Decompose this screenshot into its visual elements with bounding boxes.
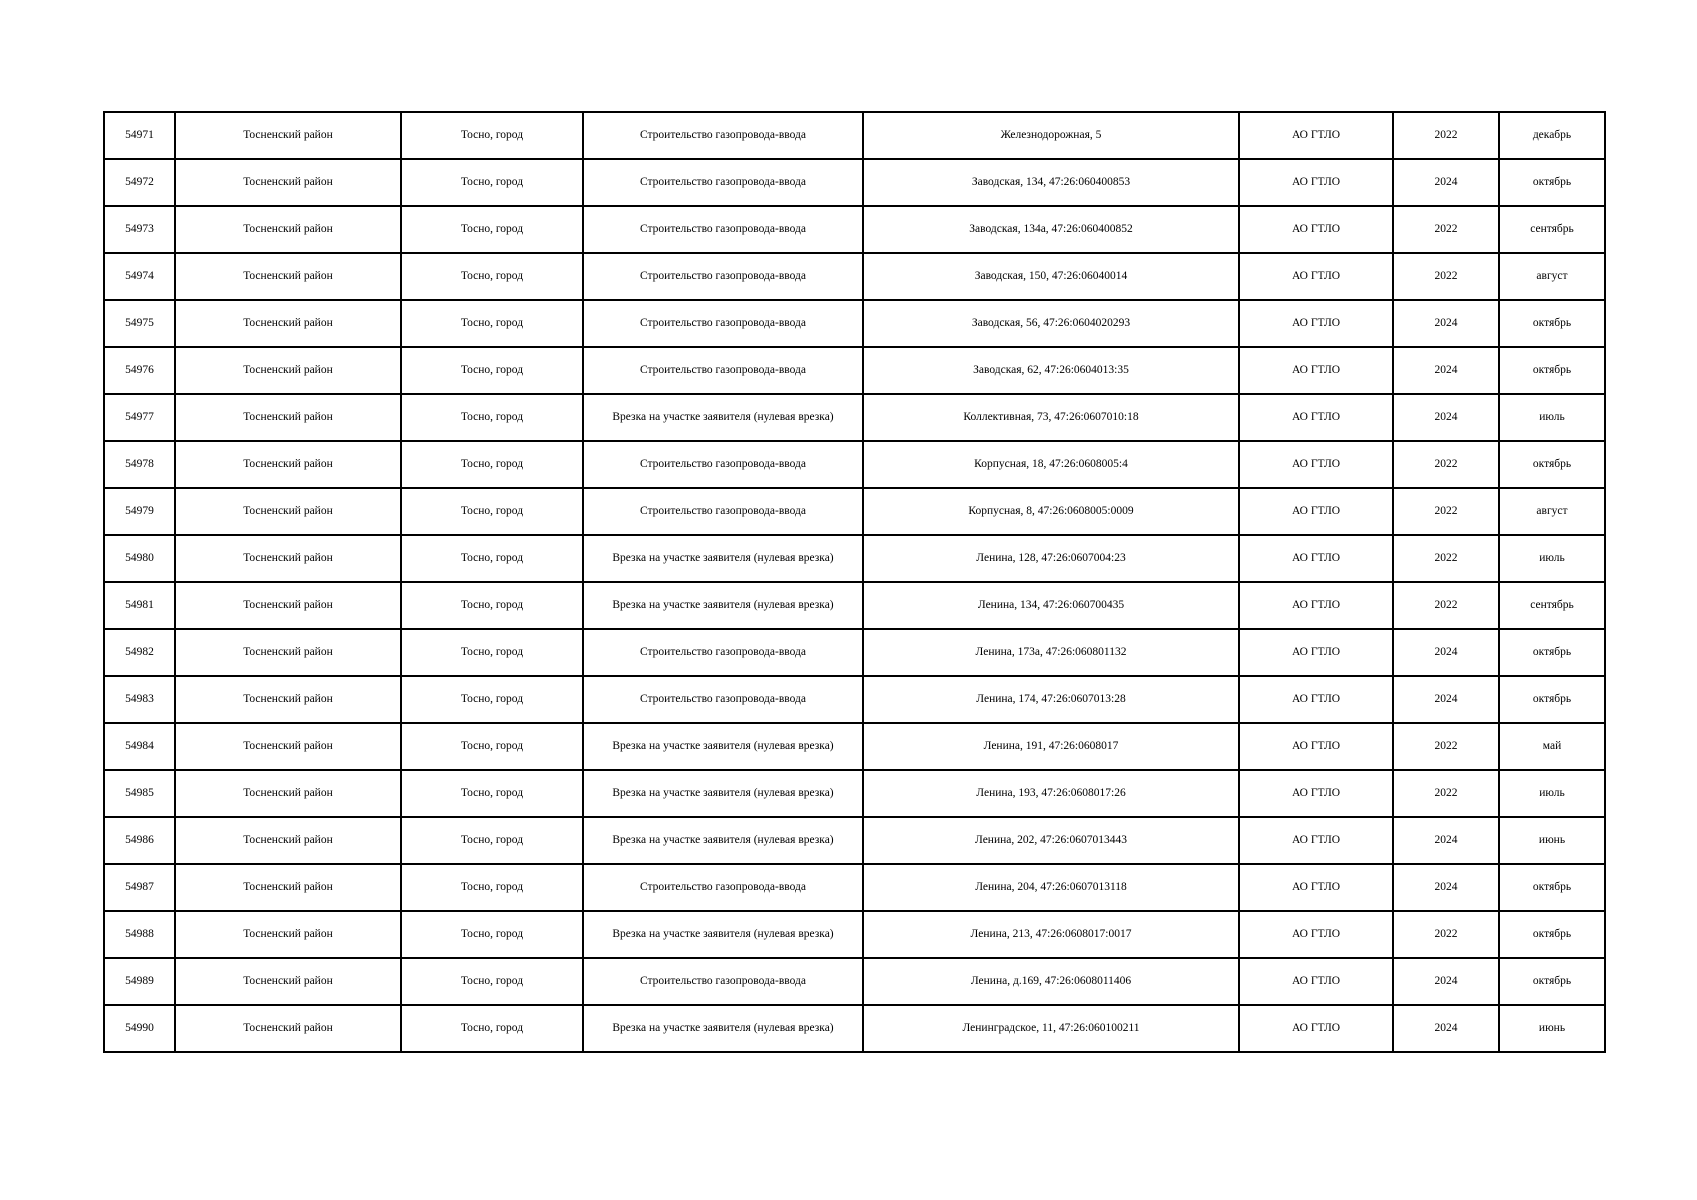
cell-work-type: Врезка на участке заявителя (нулевая врезка): [583, 535, 863, 582]
cell-district: Тосненский район: [175, 1005, 401, 1052]
cell-work-type: Строительство газопровода-ввода: [583, 300, 863, 347]
cell-year: 2024: [1393, 394, 1499, 441]
cell-address-cadastral: Корпусная, 18, 47:26:0608005:4: [863, 441, 1239, 488]
table-row: [104, 347, 1605, 394]
cell-work-type: Строительство газопровода-ввода: [583, 629, 863, 676]
cell-settlement: Тосно, город: [401, 394, 583, 441]
cell-year: 2022: [1393, 911, 1499, 958]
cell-settlement: Тосно, город: [401, 723, 583, 770]
cell-work-type: Строительство газопровода-ввода: [583, 347, 863, 394]
cell-year: 2024: [1393, 300, 1499, 347]
cell-settlement: Тосно, город: [401, 300, 583, 347]
cell-settlement: Тосно, город: [401, 864, 583, 911]
table-row: [104, 441, 1605, 488]
cell-address-cadastral: Железнодорожная, 5: [863, 112, 1239, 159]
cell-address-cadastral: Коллективная, 73, 47:26:0607010:18: [863, 394, 1239, 441]
cell-work-type: Врезка на участке заявителя (нулевая врезка): [583, 1005, 863, 1052]
cell-work-type: Врезка на участке заявителя (нулевая врезка): [583, 911, 863, 958]
cell-record-number: 54978: [104, 441, 175, 488]
table-row: [104, 770, 1605, 817]
cell-organization: АО ГТЛО: [1239, 864, 1393, 911]
cell-organization: АО ГТЛО: [1239, 112, 1393, 159]
cell-district: Тосненский район: [175, 958, 401, 1005]
cell-organization: АО ГТЛО: [1239, 159, 1393, 206]
cell-district: Тосненский район: [175, 159, 401, 206]
table-row: [104, 723, 1605, 770]
cell-year: 2024: [1393, 347, 1499, 394]
cell-year: 2022: [1393, 535, 1499, 582]
cell-district: Тосненский район: [175, 770, 401, 817]
cell-month: октябрь: [1499, 958, 1605, 1005]
cell-address-cadastral: Заводская, 134а, 47:26:060400852: [863, 206, 1239, 253]
cell-district: Тосненский район: [175, 394, 401, 441]
cell-organization: АО ГТЛО: [1239, 723, 1393, 770]
cell-address-cadastral: Заводская, 150, 47:26:06040014: [863, 253, 1239, 300]
cell-settlement: Тосно, город: [401, 1005, 583, 1052]
table-row: [104, 488, 1605, 535]
table-row: [104, 582, 1605, 629]
cell-record-number: 54982: [104, 629, 175, 676]
cell-district: Тосненский район: [175, 676, 401, 723]
cell-month: август: [1499, 488, 1605, 535]
cell-year: 2022: [1393, 206, 1499, 253]
cell-district: Тосненский район: [175, 488, 401, 535]
cell-record-number: 54988: [104, 911, 175, 958]
cell-organization: АО ГТЛО: [1239, 958, 1393, 1005]
cell-month: октябрь: [1499, 676, 1605, 723]
cell-organization: АО ГТЛО: [1239, 394, 1393, 441]
cell-year: 2022: [1393, 723, 1499, 770]
cell-record-number: 54989: [104, 958, 175, 1005]
cell-month: июль: [1499, 535, 1605, 582]
cell-district: Тосненский район: [175, 582, 401, 629]
gasification-schedule-table: [103, 111, 1606, 1053]
cell-record-number: 54986: [104, 817, 175, 864]
cell-record-number: 54981: [104, 582, 175, 629]
cell-settlement: Тосно, город: [401, 441, 583, 488]
cell-organization: АО ГТЛО: [1239, 206, 1393, 253]
cell-year: 2024: [1393, 1005, 1499, 1052]
cell-district: Тосненский район: [175, 629, 401, 676]
cell-address-cadastral: Ленина, 134, 47:26:060700435: [863, 582, 1239, 629]
cell-district: Тосненский район: [175, 817, 401, 864]
cell-address-cadastral: Заводская, 62, 47:26:0604013:35: [863, 347, 1239, 394]
cell-record-number: 54974: [104, 253, 175, 300]
cell-district: Тосненский район: [175, 112, 401, 159]
table-row: [104, 817, 1605, 864]
cell-year: 2024: [1393, 159, 1499, 206]
cell-month: октябрь: [1499, 300, 1605, 347]
table-row: [104, 206, 1605, 253]
cell-settlement: Тосно, город: [401, 676, 583, 723]
cell-address-cadastral: Заводская, 56, 47:26:0604020293: [863, 300, 1239, 347]
cell-district: Тосненский район: [175, 723, 401, 770]
cell-record-number: 54971: [104, 112, 175, 159]
cell-organization: АО ГТЛО: [1239, 582, 1393, 629]
cell-organization: АО ГТЛО: [1239, 488, 1393, 535]
cell-address-cadastral: Ленина, д.169, 47:26:0608011406: [863, 958, 1239, 1005]
table-row: [104, 535, 1605, 582]
cell-organization: АО ГТЛО: [1239, 911, 1393, 958]
cell-address-cadastral: Ленина, 202, 47:26:0607013443: [863, 817, 1239, 864]
cell-month: октябрь: [1499, 159, 1605, 206]
cell-organization: АО ГТЛО: [1239, 535, 1393, 582]
cell-record-number: 54985: [104, 770, 175, 817]
table-row: [104, 629, 1605, 676]
cell-month: сентябрь: [1499, 206, 1605, 253]
cell-month: октябрь: [1499, 864, 1605, 911]
cell-record-number: 54977: [104, 394, 175, 441]
table-row: [104, 676, 1605, 723]
cell-settlement: Тосно, город: [401, 112, 583, 159]
cell-work-type: Строительство газопровода-ввода: [583, 206, 863, 253]
cell-settlement: Тосно, город: [401, 770, 583, 817]
cell-record-number: 54973: [104, 206, 175, 253]
cell-organization: АО ГТЛО: [1239, 770, 1393, 817]
cell-record-number: 54976: [104, 347, 175, 394]
cell-settlement: Тосно, город: [401, 253, 583, 300]
table-row: [104, 1005, 1605, 1052]
cell-work-type: Строительство газопровода-ввода: [583, 159, 863, 206]
cell-organization: АО ГТЛО: [1239, 817, 1393, 864]
cell-record-number: 54975: [104, 300, 175, 347]
cell-year: 2022: [1393, 488, 1499, 535]
cell-record-number: 54980: [104, 535, 175, 582]
cell-work-type: Строительство газопровода-ввода: [583, 864, 863, 911]
cell-month: октябрь: [1499, 441, 1605, 488]
cell-year: 2024: [1393, 864, 1499, 911]
cell-work-type: Врезка на участке заявителя (нулевая врезка): [583, 582, 863, 629]
cell-district: Тосненский район: [175, 535, 401, 582]
cell-year: 2022: [1393, 770, 1499, 817]
cell-settlement: Тосно, город: [401, 535, 583, 582]
cell-month: июнь: [1499, 1005, 1605, 1052]
cell-district: Тосненский район: [175, 300, 401, 347]
cell-address-cadastral: Заводская, 134, 47:26:060400853: [863, 159, 1239, 206]
cell-month: сентябрь: [1499, 582, 1605, 629]
cell-work-type: Врезка на участке заявителя (нулевая врезка): [583, 770, 863, 817]
cell-record-number: 54972: [104, 159, 175, 206]
cell-settlement: Тосно, город: [401, 582, 583, 629]
cell-settlement: Тосно, город: [401, 958, 583, 1005]
cell-settlement: Тосно, город: [401, 206, 583, 253]
cell-month: октябрь: [1499, 629, 1605, 676]
table-row: [104, 300, 1605, 347]
cell-address-cadastral: Корпусная, 8, 47:26:0608005:0009: [863, 488, 1239, 535]
table-body: [104, 112, 1605, 1052]
cell-year: 2022: [1393, 253, 1499, 300]
cell-address-cadastral: Ленина, 193, 47:26:0608017:26: [863, 770, 1239, 817]
cell-settlement: Тосно, город: [401, 488, 583, 535]
cell-organization: АО ГТЛО: [1239, 441, 1393, 488]
cell-district: Тосненский район: [175, 347, 401, 394]
cell-year: 2022: [1393, 441, 1499, 488]
cell-record-number: 54987: [104, 864, 175, 911]
cell-work-type: Строительство газопровода-ввода: [583, 112, 863, 159]
cell-record-number: 54983: [104, 676, 175, 723]
cell-month: июль: [1499, 394, 1605, 441]
cell-month: июль: [1499, 770, 1605, 817]
cell-work-type: Строительство газопровода-ввода: [583, 676, 863, 723]
cell-district: Тосненский район: [175, 864, 401, 911]
cell-month: декабрь: [1499, 112, 1605, 159]
cell-month: август: [1499, 253, 1605, 300]
cell-address-cadastral: Ленинградское, 11, 47:26:060100211: [863, 1005, 1239, 1052]
cell-work-type: Врезка на участке заявителя (нулевая врезка): [583, 723, 863, 770]
cell-record-number: 54990: [104, 1005, 175, 1052]
cell-year: 2024: [1393, 958, 1499, 1005]
cell-year: 2024: [1393, 817, 1499, 864]
cell-work-type: Врезка на участке заявителя (нулевая врезка): [583, 817, 863, 864]
table-row: [104, 253, 1605, 300]
cell-work-type: Строительство газопровода-ввода: [583, 441, 863, 488]
cell-organization: АО ГТЛО: [1239, 676, 1393, 723]
cell-organization: АО ГТЛО: [1239, 300, 1393, 347]
cell-settlement: Тосно, город: [401, 629, 583, 676]
cell-month: июнь: [1499, 817, 1605, 864]
cell-record-number: 54979: [104, 488, 175, 535]
cell-work-type: Строительство газопровода-ввода: [583, 488, 863, 535]
cell-district: Тосненский район: [175, 206, 401, 253]
cell-organization: АО ГТЛО: [1239, 629, 1393, 676]
cell-address-cadastral: Ленина, 173а, 47:26:060801132: [863, 629, 1239, 676]
cell-year: 2022: [1393, 582, 1499, 629]
cell-settlement: Тосно, город: [401, 911, 583, 958]
cell-settlement: Тосно, город: [401, 817, 583, 864]
cell-year: 2022: [1393, 112, 1499, 159]
table-row: [104, 394, 1605, 441]
cell-record-number: 54984: [104, 723, 175, 770]
cell-address-cadastral: Ленина, 128, 47:26:0607004:23: [863, 535, 1239, 582]
table-row: [104, 958, 1605, 1005]
cell-settlement: Тосно, город: [401, 347, 583, 394]
table-row: [104, 864, 1605, 911]
cell-year: 2024: [1393, 629, 1499, 676]
table-row: [104, 911, 1605, 958]
cell-organization: АО ГТЛО: [1239, 253, 1393, 300]
cell-year: 2024: [1393, 676, 1499, 723]
cell-work-type: Строительство газопровода-ввода: [583, 253, 863, 300]
cell-month: май: [1499, 723, 1605, 770]
cell-organization: АО ГТЛО: [1239, 347, 1393, 394]
table-row: [104, 112, 1605, 159]
cell-district: Тосненский район: [175, 253, 401, 300]
table-row: [104, 159, 1605, 206]
cell-work-type: Строительство газопровода-ввода: [583, 958, 863, 1005]
cell-month: октябрь: [1499, 347, 1605, 394]
cell-organization: АО ГТЛО: [1239, 1005, 1393, 1052]
cell-address-cadastral: Ленина, 204, 47:26:0607013118: [863, 864, 1239, 911]
cell-address-cadastral: Ленина, 174, 47:26:0607013:28: [863, 676, 1239, 723]
cell-district: Тосненский район: [175, 911, 401, 958]
cell-address-cadastral: Ленина, 213, 47:26:0608017:0017: [863, 911, 1239, 958]
cell-address-cadastral: Ленина, 191, 47:26:0608017: [863, 723, 1239, 770]
cell-district: Тосненский район: [175, 441, 401, 488]
cell-settlement: Тосно, город: [401, 159, 583, 206]
cell-work-type: Врезка на участке заявителя (нулевая врезка): [583, 394, 863, 441]
cell-month: октябрь: [1499, 911, 1605, 958]
